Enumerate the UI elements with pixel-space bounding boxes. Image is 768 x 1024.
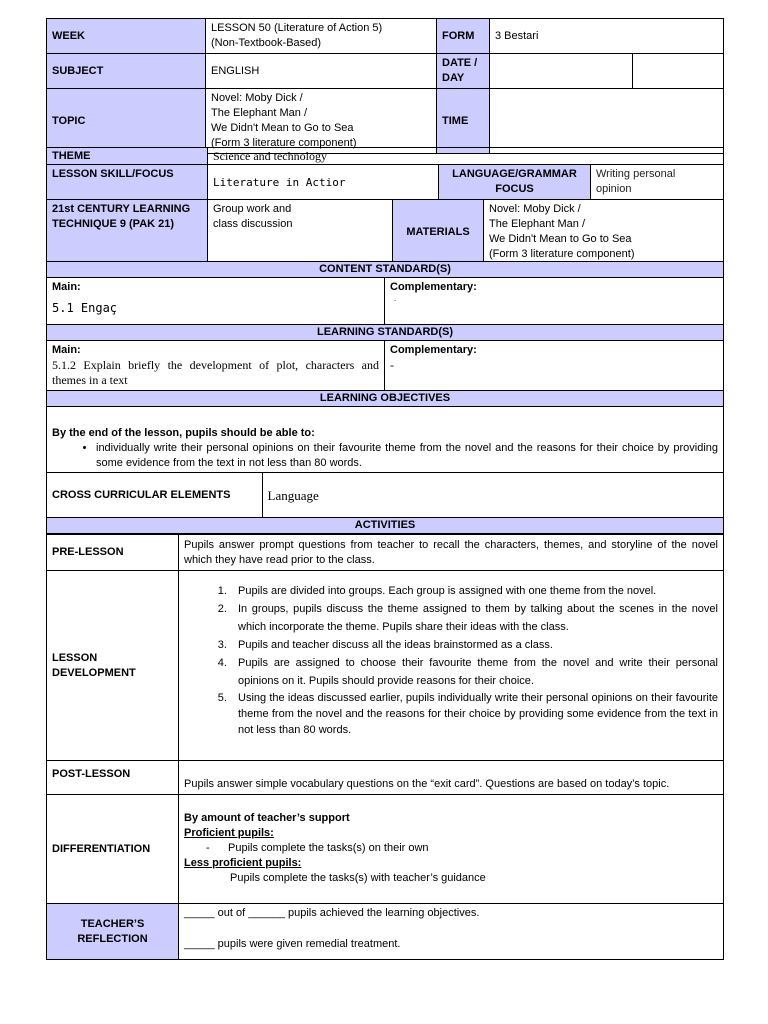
- learning-standard-header: [47, 325, 724, 341]
- cross-value: Language: [267, 487, 319, 503]
- content-comp-cell: [385, 278, 724, 325]
- objectives-cell: [47, 407, 724, 473]
- date-label: DATE / DAY: [437, 54, 490, 89]
- topic-row: [47, 89, 724, 154]
- c21-label: 21st CENTURY LEARNING TECHNIQUE 9 (PAK 21): [47, 200, 208, 265]
- activities-table: [46, 534, 724, 960]
- dev-step: 2. In groups, pupils discuss the theme assigned to them by talking about the scenes in the novel which incorporate the theme. Pupils share their ideas with the class.: [230, 600, 718, 636]
- pre-lesson-label: PRE-LESSON: [47, 535, 179, 571]
- standards-block: [46, 261, 723, 534]
- diff-proficient-text: - Pupils complete the tasks(s) on their own: [206, 842, 429, 854]
- pre-lesson-row: [47, 535, 724, 571]
- lesson-development-row: [47, 571, 724, 761]
- objectives-header: [47, 391, 724, 407]
- content-main-label: Main:: [52, 281, 81, 293]
- skill-row: [47, 165, 724, 200]
- diff-heading: By amount of teacher’s support: [184, 812, 350, 824]
- language-focus-label: LANGUAGE/GRAMMAR FOCUS: [439, 165, 591, 200]
- cross-curricular-cell: [47, 473, 724, 518]
- day-field[interactable]: [633, 54, 724, 89]
- reflection-line-remedial: _____ pupils were given remedial treatment.: [184, 938, 401, 950]
- content-standard-row: [47, 278, 724, 325]
- differentiation-label: DIFFERENTIATION: [47, 795, 179, 904]
- content-main-value: 5.1 Engaç: [52, 301, 118, 315]
- topic-label: TOPIC: [47, 89, 206, 154]
- cross-inner: [47, 473, 724, 517]
- content-main-cell: [47, 278, 385, 325]
- learning-comp-cell: [385, 341, 724, 391]
- theme-block: [46, 147, 723, 265]
- activities-block: [46, 534, 723, 960]
- time-field[interactable]: [490, 89, 724, 154]
- theme-row: [47, 148, 724, 165]
- form-value: 3 Bestari: [490, 19, 724, 54]
- week-label: WEEK: [47, 19, 206, 54]
- content-standard-title: CONTENT STANDARD(S): [47, 262, 724, 278]
- pre-lesson-text: Pupils answer prompt questions from teacher to recall the characters, themes, and storyline of the novel which they have read prior to the class.: [179, 535, 724, 571]
- differentiation-row: [47, 795, 724, 904]
- c21-value: Group work and class discussion: [208, 200, 393, 265]
- dev-step: 4. Pupils are assigned to choose their favourite theme from the novel and write their personal opinions on it. Pupils should provide reasons for their choice.: [230, 654, 718, 690]
- activities-header: [47, 518, 724, 534]
- learning-comp-value: -: [390, 358, 394, 372]
- form-label: FORM: [437, 19, 490, 54]
- learning-main-cell: [47, 341, 385, 391]
- cross-label: CROSS CURRICULAR ELEMENTS: [47, 473, 262, 517]
- skill-value: Literature in Actior: [208, 165, 439, 200]
- language-focus-value: Writing personal opinion: [591, 165, 724, 200]
- topic-value: Novel: Moby Dick / The Elephant Man / We Didn't Mean to Go to Sea (Form 3 literature component): [206, 89, 437, 154]
- standards-table: [46, 261, 724, 534]
- learning-comp-label: Complementary:: [390, 344, 477, 356]
- dev-step: 5. Using the ideas discussed earlier, pupils individually write their personal opinions on their favourite theme from the novel and the reasons for their choice by providing some evidence from the text in not less than 80 words.: [230, 690, 718, 738]
- objectives-row: [47, 407, 724, 473]
- learning-main-label: Main:: [52, 344, 81, 356]
- subject-label: SUBJECT: [47, 54, 206, 89]
- learning-standard-row: [47, 341, 724, 391]
- dev-step: 3. Pupils and teacher discuss all the ideas brainstormed as a class.: [230, 636, 718, 654]
- cross-curricular-row: [47, 473, 724, 518]
- objective-item: • individually write their personal opinions on their favourite theme from the novel and the reasons for their choice by providing some evidence from the text in not less than 80 words.: [96, 441, 718, 471]
- skill-label: LESSON SKILL/FOCUS: [47, 165, 208, 200]
- objectives-intro: By the end of the lesson, pupils should be able to:: [52, 427, 315, 439]
- post-lesson-label: POST-LESSON: [47, 761, 179, 795]
- lesson-development-label: LESSON DEVELOPMENT: [47, 571, 179, 761]
- diff-less-proficient-text: Pupils complete the tasks(s) with teacher’s guidance: [230, 872, 486, 884]
- reflection-cell: [179, 904, 724, 960]
- reflection-line-achieved: _____ out of ______ pupils achieved the learning objectives.: [184, 907, 480, 919]
- differentiation-cell: [179, 795, 724, 904]
- content-comp-value: .: [394, 294, 397, 303]
- week-row: [47, 19, 724, 54]
- materials-label: MATERIALS: [393, 200, 484, 265]
- date-field[interactable]: [490, 54, 633, 89]
- learning-standard-title: LEARNING STANDARD(S): [47, 325, 724, 341]
- content-comp-label: Complementary:: [390, 281, 477, 293]
- theme-value: Science and technology: [208, 148, 724, 165]
- reflection-row: [47, 904, 724, 960]
- theme-label: THEME: [47, 148, 208, 165]
- subject-row: [47, 54, 724, 89]
- learning-main-value: 5.1.2 Explain briefly the development of plot, characters and themes in a text: [52, 358, 379, 387]
- post-lesson-row: [47, 761, 724, 795]
- objectives-list: [52, 441, 718, 471]
- reflection-label: TEACHER’S REFLECTION: [47, 904, 179, 960]
- lesson-title: LESSON 50 (Literature of Action 5) (Non-Textbook-Based): [206, 19, 437, 54]
- subject-value: ENGLISH: [206, 54, 437, 89]
- time-label: TIME: [437, 89, 490, 154]
- header-block: [46, 18, 723, 154]
- lesson-development-cell: [179, 571, 724, 761]
- post-lesson-text: Pupils answer simple vocabulary questions on the “exit card”. Questions are based on today’s topic.: [179, 761, 724, 795]
- theme-table: [46, 147, 724, 265]
- objectives-title: LEARNING OBJECTIVES: [47, 391, 724, 407]
- activities-title: ACTIVITIES: [47, 518, 724, 534]
- c21-row: [47, 200, 724, 265]
- dev-step: 1. Pupils are divided into groups. Each group is assigned with one theme from the novel.: [230, 582, 718, 600]
- diff-less-proficient-label: Less proficient pupils:: [184, 857, 302, 869]
- materials-value: Novel: Moby Dick / The Elephant Man / We Didn't Mean to Go to Sea (Form 3 literature component): [484, 200, 724, 265]
- lesson-development-steps: [184, 582, 718, 738]
- header-table: [46, 18, 724, 154]
- diff-proficient-label: Proficient pupils:: [184, 827, 274, 839]
- content-standard-header: [47, 262, 724, 278]
